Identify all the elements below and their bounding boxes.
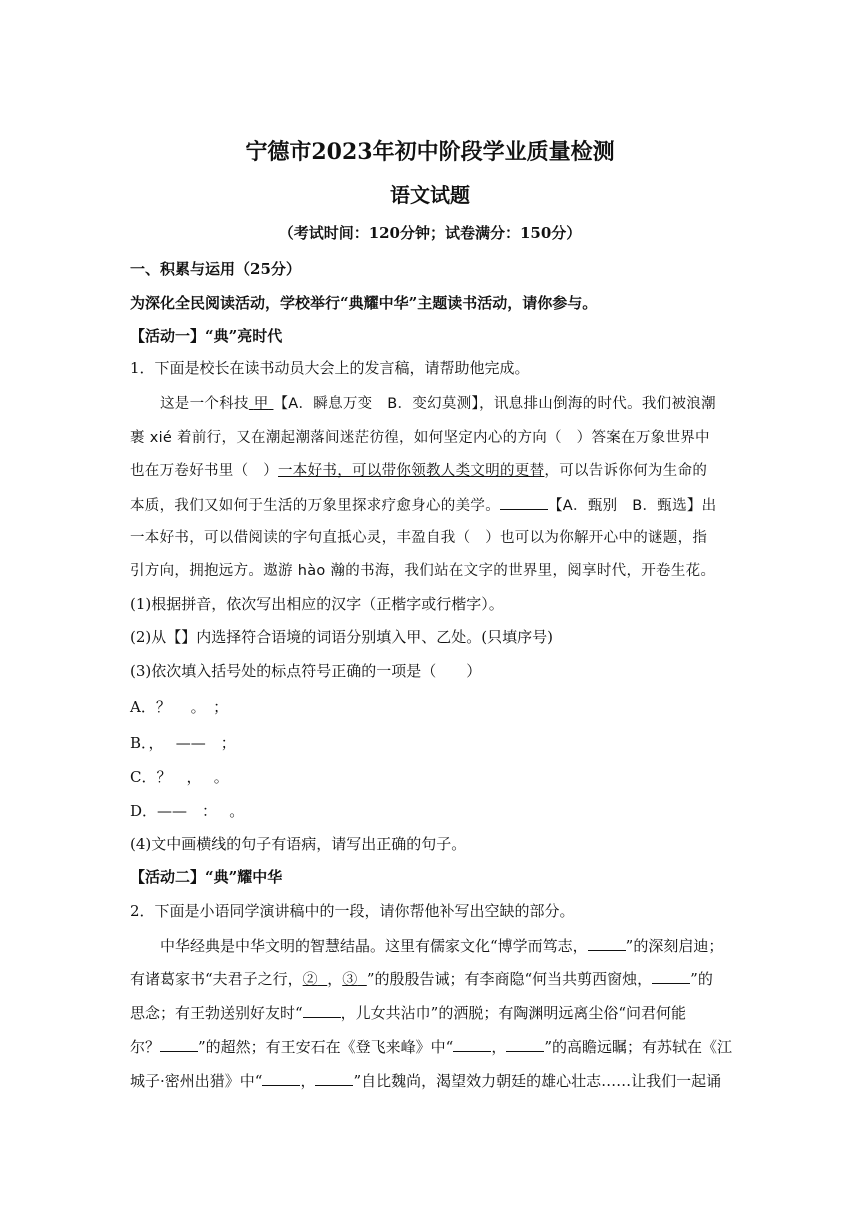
q2-passage-line: 有诸葛家书“夫君子之行，② ，③ ”的殷殷告诫；有李商隐“何当共剪西窗烛， ”的 — [130, 970, 713, 988]
q1-text: ，可以告诉你何为生命的 — [544, 463, 708, 479]
question-1-stem: 1．下面是校长在读书动员大会上的发言稿，请帮助他完成。 — [130, 359, 530, 377]
subquestion-3: (3)依次填入括号处的标点符号正确的一项是（ ） — [130, 662, 482, 680]
answer-blank — [453, 1036, 491, 1052]
activity-two-heading: 【活动二】“典”耀中华 — [130, 868, 283, 886]
question-2-stem: 2．下面是小语同学演讲稿中的一段，请你帮他补写出空缺的部分。 — [130, 902, 575, 920]
blank-jia: 甲 — [253, 396, 269, 412]
q2-passage-line: 中华经典是中华文明的智慧结晶。这里有儒家文化“博学而笃志， ”的深刻启迪； — [160, 937, 724, 955]
option-b: B．， —— ； — [130, 734, 236, 752]
answer-blank — [303, 1002, 341, 1018]
answer-blank — [160, 1036, 198, 1052]
q1-text: 【A．瞬息万变 B．变幻莫测】，讯息排山倒海的时代。我们被浪潮 — [273, 396, 716, 412]
answer-blank — [652, 968, 690, 984]
option-c: C．？ ， 。 — [130, 768, 229, 786]
subquestion-2: (2)从【】内选择符合语境的词语分别填入甲、乙处。(只填序号) — [130, 628, 553, 646]
q2-passage-line: 尔？ ”的超然；有王安石在《登飞来峰》中“ ， ”的高瞻远瞩；有苏轼在《江 — [130, 1038, 733, 1056]
option-d: D．—— ： 。 — [130, 802, 245, 820]
answer-blank-3: ③ — [342, 970, 358, 988]
option-a: A．？ 。 ； — [130, 698, 229, 716]
answer-blank — [262, 1070, 300, 1086]
q2-passage-line: 城子·密州出猎》中“ ， ”自比魏尚，渴望效力朝廷的雄心壮志……让我们一起诵 — [130, 1072, 722, 1090]
q1-text: 这是一个科技 — [160, 396, 249, 412]
answer-blank-2: ② — [302, 970, 318, 988]
exam-info: （考试时间：120分钟；试卷满分：150分） — [278, 224, 582, 242]
answer-blank — [315, 1070, 353, 1086]
q1-passage-line — [160, 394, 716, 414]
section-heading: 一、积累与运用（25分） — [130, 260, 301, 278]
q1-passage-line: 一本好书，可以借阅读的字句直抵心灵，丰盈自我（ ）也可以为你解开心中的谜题，指 — [130, 530, 708, 546]
exam-title: 宁德市2023年初中阶段学业质量检测 — [245, 139, 615, 165]
q1-passage-line — [130, 461, 707, 481]
q2-passage-line: 思念；有王勃送别好友时“ ，儿女共沾巾”的洒脱；有陶渊明远离尘俗“问君何能 — [130, 1004, 687, 1022]
q1-text: 本质，我们又如何于生活的万象里探求疗愈身心的美学。 — [130, 498, 500, 514]
subquestion-1: (1)根据拼音，依次写出相应的汉字（正楷字或行楷字）。 — [130, 595, 504, 613]
q1-passage-line — [130, 494, 716, 516]
subject-title: 语文试题 — [390, 183, 470, 207]
blank-yi — [500, 494, 548, 510]
q1-passage-line: 引方向，拥抱远方。遨游 hào 瀚的书海，我们站在文字的世界里，阅享时代，开卷生花。 — [130, 563, 716, 579]
subquestion-4: (4)文中画横线的句子有语病，请写出正确的句子。 — [130, 835, 467, 853]
section-intro: 为深化全民阅读活动，学校举行“典耀中华”主题读书活动，请你参与。 — [130, 294, 598, 312]
q1-passage-line: 裹 xié 着前行，又在潮起潮落间迷茫彷徨，如何坚定内心的方向（ ）答案在万象世界中 — [130, 430, 710, 446]
underlined-sentence: 一本好书，可以带你领教人类文明的更替 — [278, 463, 545, 479]
activity-one-heading: 【活动一】“典”亮时代 — [130, 327, 283, 345]
answer-blank — [506, 1036, 544, 1052]
q1-text: 也在万卷好书里（ ） — [130, 463, 278, 479]
answer-blank — [588, 935, 626, 951]
q1-text: 【A．甄别 B．甄选】出 — [548, 498, 717, 514]
